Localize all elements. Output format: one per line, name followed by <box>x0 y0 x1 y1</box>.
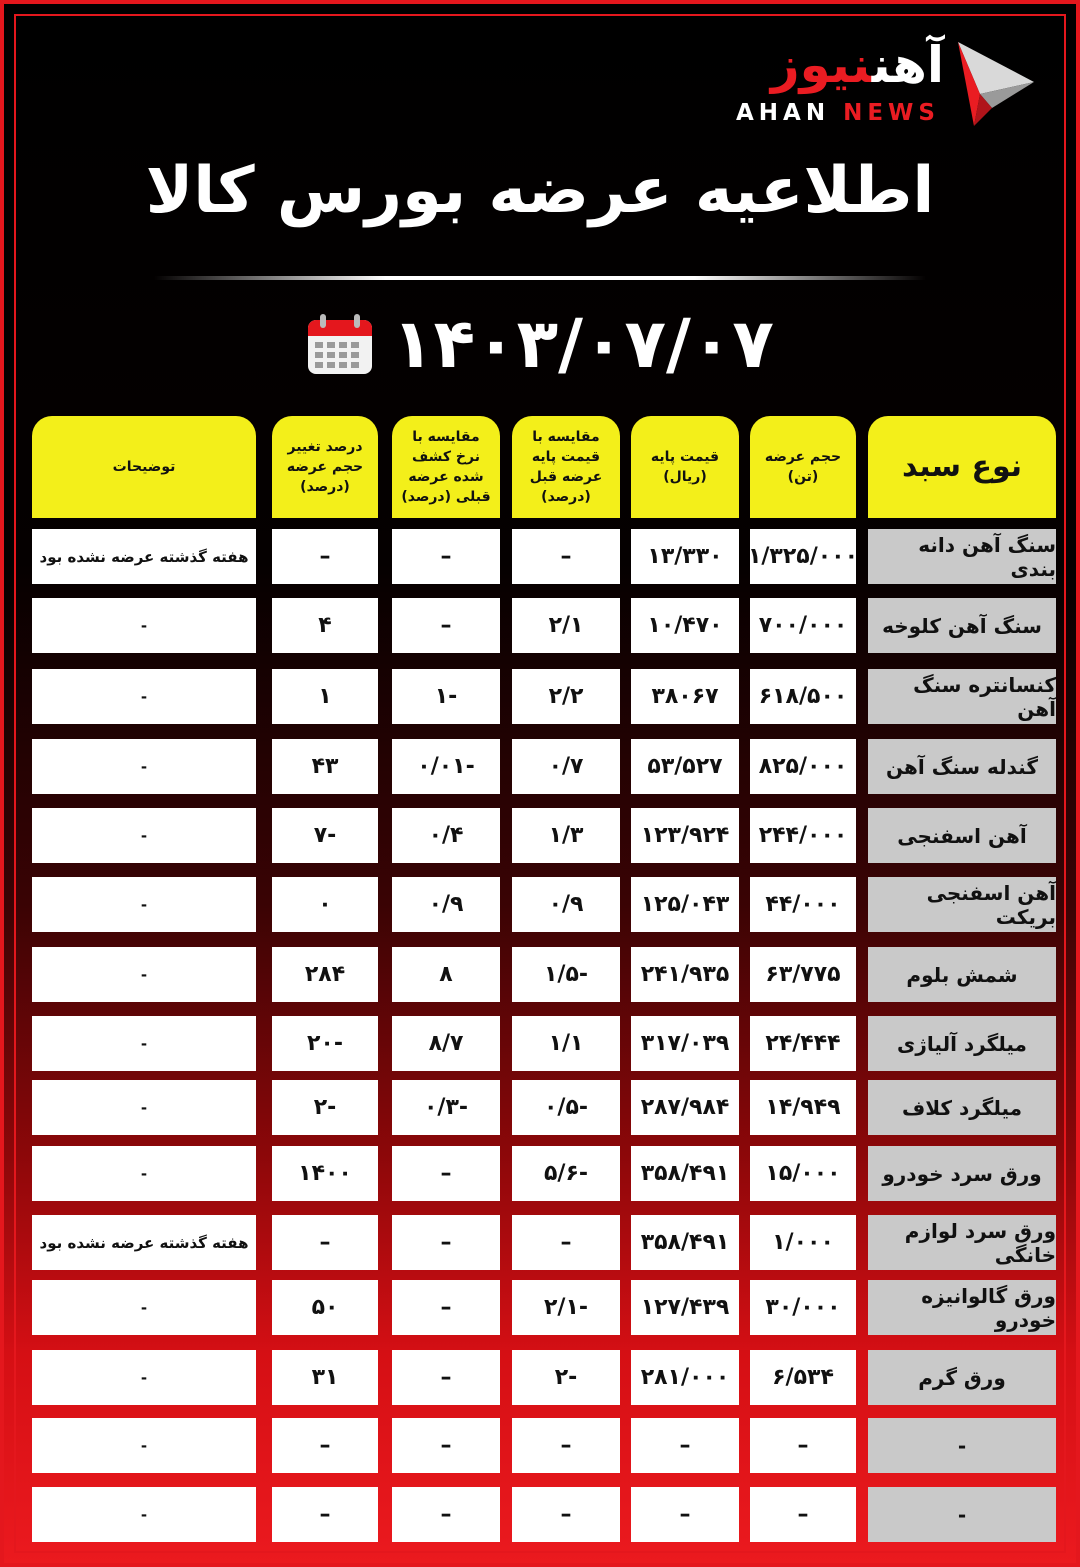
row-price: ۱۰/۴۷۰ <box>631 598 739 653</box>
row-compare-discovered: -۰/۳ <box>392 1080 500 1135</box>
logo-english-red: NEWS <box>843 100 940 126</box>
row-volume-change: – <box>272 1215 378 1270</box>
row-compare-base: – <box>512 1215 620 1270</box>
row-description: - <box>32 1146 256 1201</box>
logo-english <box>736 100 940 126</box>
row-volume: ۳۰/۰۰۰ <box>750 1280 856 1335</box>
header-volume-change: درصد تغییر حجم عرضه (درصد) <box>272 416 378 518</box>
row-volume: ۶/۵۳۴ <box>750 1350 856 1405</box>
row-compare-base: ۱/۱ <box>512 1016 620 1071</box>
table-row <box>32 739 1056 794</box>
ahan-news-logo <box>716 34 1036 134</box>
row-description: - <box>32 1080 256 1135</box>
row-type: میلگرد آلیاژی <box>868 1016 1056 1071</box>
row-description: - <box>32 808 256 863</box>
row-price: ۱۲۵/۰۴۳ <box>631 877 739 932</box>
row-volume-change: – <box>272 1418 378 1473</box>
table-row <box>32 1215 1056 1270</box>
row-description: - <box>32 1418 256 1473</box>
row-description: - <box>32 1487 256 1542</box>
row-volume: ۶۳/۷۷۵ <box>750 947 856 1002</box>
table-row <box>32 529 1056 584</box>
row-price: ۳۵۸/۴۹۱ <box>631 1215 739 1270</box>
header-type: نوع سبد <box>868 416 1056 518</box>
row-volume-change: -۲ <box>272 1080 378 1135</box>
row-compare-discovered: – <box>392 1350 500 1405</box>
row-compare-base: – <box>512 1418 620 1473</box>
row-description: - <box>32 877 256 932</box>
row-type: ورق سرد لوازم خانگی <box>868 1215 1056 1270</box>
row-compare-base: -۲/۱ <box>512 1280 620 1335</box>
logo-persian-red: نیوز <box>770 36 872 94</box>
row-compare-discovered: -۱ <box>392 669 500 724</box>
logo-persian <box>771 36 944 94</box>
row-description: - <box>32 1280 256 1335</box>
paper-plane-icon <box>954 34 1036 134</box>
row-volume: ۲۴۴/۰۰۰ <box>750 808 856 863</box>
row-volume-change: -۲۰ <box>272 1016 378 1071</box>
date-text: ۱۴۰۳/۰۷/۰۷ <box>392 304 774 384</box>
row-description: - <box>32 1016 256 1071</box>
row-compare-discovered: ۸/۷ <box>392 1016 500 1071</box>
row-volume-change: ۱۴۰۰ <box>272 1146 378 1201</box>
row-price: ۲۴۱/۹۳۵ <box>631 947 739 1002</box>
row-compare-discovered: – <box>392 1215 500 1270</box>
row-volume: ۱۵/۰۰۰ <box>750 1146 856 1201</box>
header-compare-discovered: مقایسه با نرخ کشف شده عرضه قبلی (درصد) <box>392 416 500 518</box>
row-type: سنگ آهن کلوخه <box>868 598 1056 653</box>
row-description: - <box>32 739 256 794</box>
row-volume-change: ۴۳ <box>272 739 378 794</box>
row-type: میلگرد کلاف <box>868 1080 1056 1135</box>
calendar-icon <box>306 312 374 376</box>
row-description: - <box>32 947 256 1002</box>
row-volume-change: – <box>272 1487 378 1542</box>
table-row <box>32 877 1056 932</box>
row-volume: ۴۴/۰۰۰ <box>750 877 856 932</box>
row-price: – <box>631 1418 739 1473</box>
row-volume: ۸۲۵/۰۰۰ <box>750 739 856 794</box>
row-type: کنسانتره سنگ آهن <box>868 669 1056 724</box>
table-row <box>32 1080 1056 1135</box>
row-price: ۲۸۱/۰۰۰ <box>631 1350 739 1405</box>
row-compare-discovered: -۰/۰۱ <box>392 739 500 794</box>
row-price: ۳۵۸/۴۹۱ <box>631 1146 739 1201</box>
row-volume: ۱/۰۰۰ <box>750 1215 856 1270</box>
header-price: قیمت پایه (ریال) <box>631 416 739 518</box>
row-volume: – <box>750 1418 856 1473</box>
row-volume-change: ۲۸۴ <box>272 947 378 1002</box>
row-type: ورق سرد خودرو <box>868 1146 1056 1201</box>
row-compare-base: -۲ <box>512 1350 620 1405</box>
row-compare-discovered: – <box>392 1146 500 1201</box>
table-row <box>32 808 1056 863</box>
logo-english-white: AHAN <box>735 100 831 126</box>
table-row <box>32 1146 1056 1201</box>
row-description: هفته گذشته عرضه نشده بود <box>32 1215 256 1270</box>
table-header-row <box>32 416 1056 518</box>
row-compare-base: ۱/۳ <box>512 808 620 863</box>
row-compare-discovered: – <box>392 598 500 653</box>
row-compare-discovered: ۰/۹ <box>392 877 500 932</box>
row-compare-discovered: ۸ <box>392 947 500 1002</box>
row-description: - <box>32 1350 256 1405</box>
row-type: - <box>868 1418 1056 1473</box>
page-title: اطلاعیه عرضه بورس کالا <box>145 154 935 228</box>
row-price: ۵۳/۵۲۷ <box>631 739 739 794</box>
row-type: سنگ آهن دانه بندی <box>868 529 1056 584</box>
row-volume: ۶۱۸/۵۰۰ <box>750 669 856 724</box>
table-row <box>32 947 1056 1002</box>
row-volume-change: ۳۱ <box>272 1350 378 1405</box>
table-row <box>32 598 1056 653</box>
row-description: - <box>32 669 256 724</box>
row-compare-discovered: – <box>392 1487 500 1542</box>
row-volume: ۱۴/۹۴۹ <box>750 1080 856 1135</box>
row-volume-change: -۷ <box>272 808 378 863</box>
row-volume: ۱/۳۲۵/۰۰۰ <box>750 529 856 584</box>
table-row <box>32 1487 1056 1542</box>
row-price: ۲۸۷/۹۸۴ <box>631 1080 739 1135</box>
row-volume-change: ۰ <box>272 877 378 932</box>
row-compare-base: -۰/۵ <box>512 1080 620 1135</box>
title-divider <box>154 276 926 280</box>
row-compare-discovered: – <box>392 529 500 584</box>
row-type: آهن اسفنجی <box>868 808 1056 863</box>
table-row <box>32 669 1056 724</box>
row-price: ۳۱۷/۰۳۹ <box>631 1016 739 1071</box>
row-volume: ۷۰۰/۰۰۰ <box>750 598 856 653</box>
row-type: ورق گرم <box>868 1350 1056 1405</box>
row-compare-base: ۲/۱ <box>512 598 620 653</box>
row-description: - <box>32 598 256 653</box>
row-compare-base: -۱/۵ <box>512 947 620 1002</box>
row-type: آهن اسفنجی بریکت <box>868 877 1056 932</box>
row-volume: ۲۴/۴۴۴ <box>750 1016 856 1071</box>
row-price: – <box>631 1487 739 1542</box>
row-volume-change: ۴ <box>272 598 378 653</box>
table-row <box>32 1016 1056 1071</box>
row-compare-base: ۲/۲ <box>512 669 620 724</box>
row-price: ۳۸۰۶۷ <box>631 669 739 724</box>
row-compare-base: ۰/۹ <box>512 877 620 932</box>
row-compare-discovered: – <box>392 1418 500 1473</box>
row-type: - <box>868 1487 1056 1542</box>
row-volume-change: ۱ <box>272 669 378 724</box>
table-row <box>32 1418 1056 1473</box>
row-compare-base: – <box>512 1487 620 1542</box>
date-row <box>4 304 1076 384</box>
row-type: گندله سنگ آهن <box>868 739 1056 794</box>
row-type: شمش بلوم <box>868 947 1056 1002</box>
header-description: توضیحات <box>32 416 256 518</box>
row-volume-change: ۵۰ <box>272 1280 378 1335</box>
row-compare-discovered: – <box>392 1280 500 1335</box>
row-description: هفته گذشته عرضه نشده بود <box>32 529 256 584</box>
row-type: ورق گالوانیزه خودرو <box>868 1280 1056 1335</box>
table-row <box>32 1280 1056 1335</box>
row-volume: – <box>750 1487 856 1542</box>
table-row <box>32 1350 1056 1405</box>
logo-persian-white: آهن <box>871 36 944 94</box>
row-volume-change: – <box>272 529 378 584</box>
row-compare-discovered: ۰/۴ <box>392 808 500 863</box>
row-price: ۱۳/۳۳۰ <box>631 529 739 584</box>
row-compare-base: ۰/۷ <box>512 739 620 794</box>
header-compare-base: مقایسه با قیمت پایه عرضه قبل (درصد) <box>512 416 620 518</box>
row-price: ۱۲۷/۴۳۹ <box>631 1280 739 1335</box>
header-volume: حجم عرضه (تن) <box>750 416 856 518</box>
row-compare-base: – <box>512 529 620 584</box>
row-price: ۱۲۳/۹۲۴ <box>631 808 739 863</box>
row-compare-base: -۵/۶ <box>512 1146 620 1201</box>
